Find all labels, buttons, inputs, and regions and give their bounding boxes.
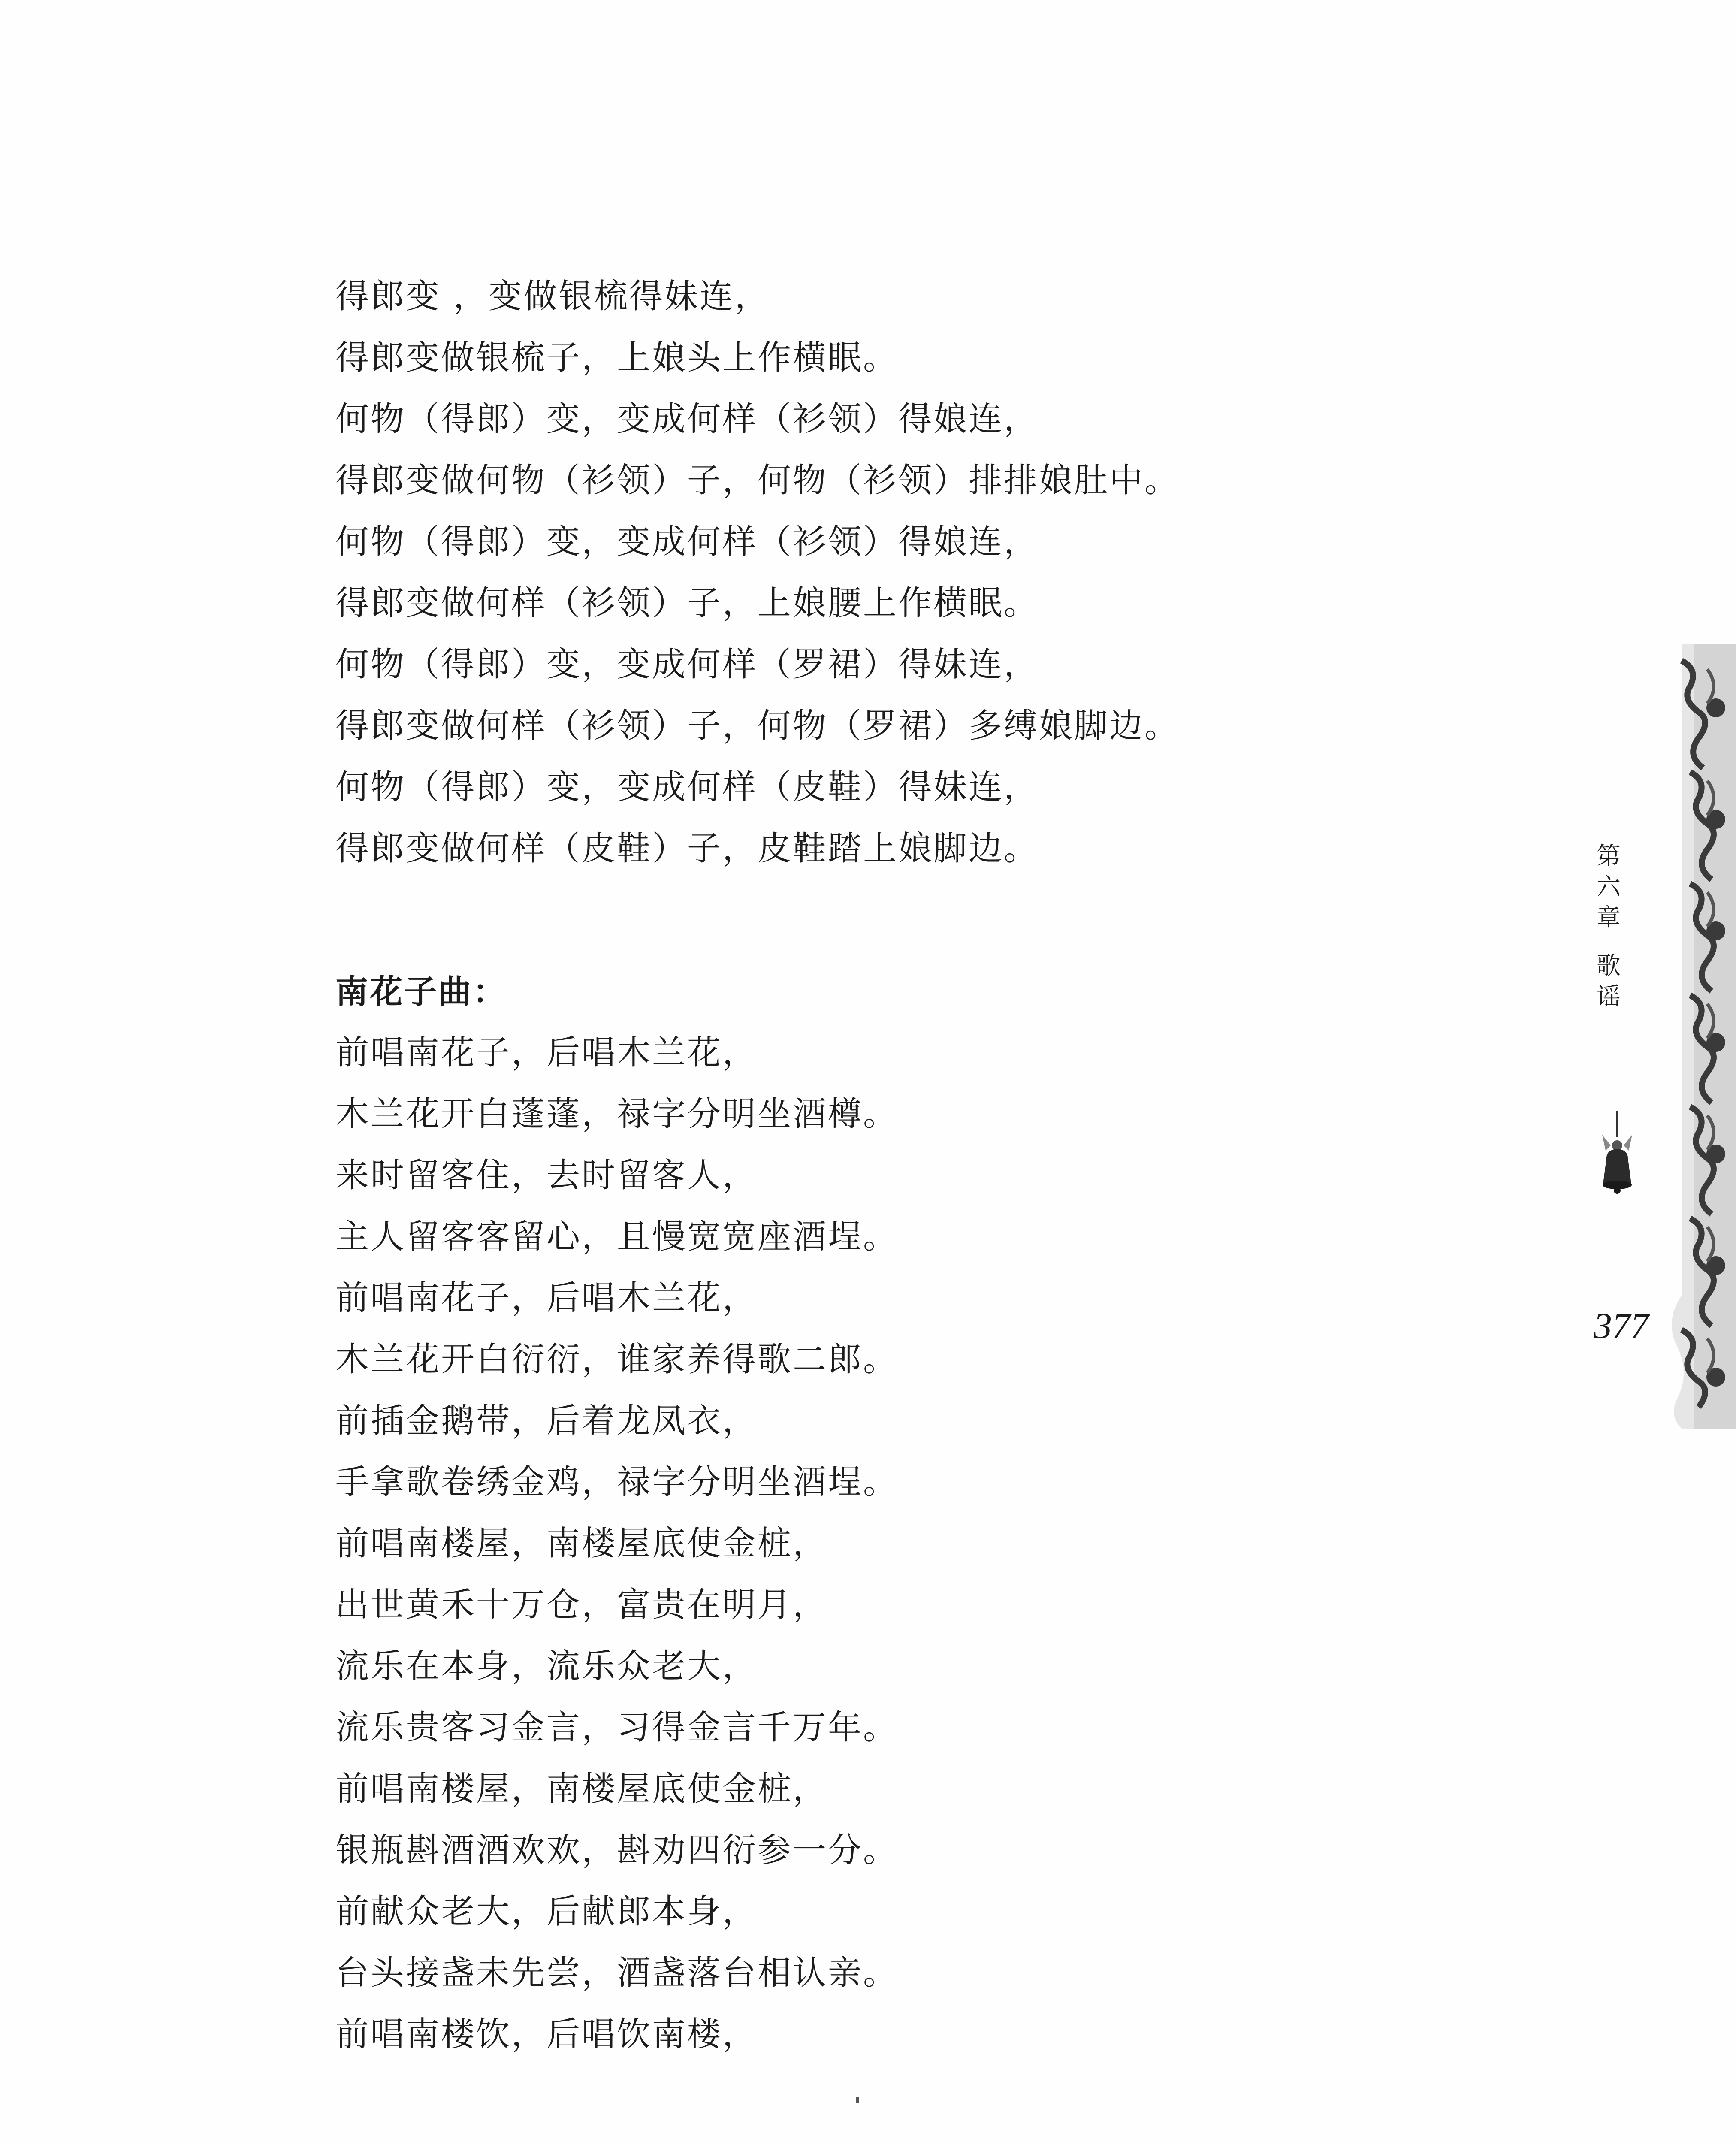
main-text: [335, 266, 1537, 2065]
song-section-2: [335, 961, 1537, 2065]
verse-line: 何物（得郎）变，变成何样（衫领）得娘连，: [335, 400, 1039, 438]
verse-line: 得郎变做何样（皮鞋）子，皮鞋踏上娘脚边。: [335, 829, 1039, 868]
verse-line: 前唱南花子，后唱木兰花，: [335, 1033, 758, 1072]
page-number: 377: [1594, 1305, 1649, 1346]
verse-line: 木兰花开白衍衍，谁家养得歌二郎。: [335, 1340, 899, 1379]
verse-line: 何物（得郎）变，变成何样（衫领）得娘连，: [335, 523, 1039, 561]
chapter-label: [1596, 841, 1621, 1012]
chapter-char: 章: [1597, 904, 1621, 932]
verse-line: 流乐在本身，流乐众老大，: [335, 1647, 758, 1686]
section-spacer: [335, 879, 1537, 961]
chapter-title-char: 谣: [1597, 983, 1621, 1011]
verse-line: 前唱南花子，后唱木兰花，: [335, 1279, 758, 1317]
verse-line: 何物（得郎）变，变成何样（皮鞋）得妹连，: [335, 768, 1039, 807]
chapter-char: 第: [1597, 842, 1621, 870]
chapter-title-char: 歌: [1597, 952, 1621, 980]
verse-line: 前唱南楼屋，南楼屋底使金桩，: [335, 1524, 828, 1563]
verse-line: 前插金鹅带，后着龙凤衣，: [335, 1402, 758, 1440]
paper-speck: [856, 2097, 859, 2103]
verse-line: 木兰花开白蓬蓬，禄字分明坐酒樽。: [335, 1095, 899, 1133]
verse-line: 台头接盏未先尝，酒盏落台相认亲。: [335, 1954, 899, 1992]
chapter-char: 六: [1597, 873, 1621, 901]
decorative-border: [1664, 644, 1736, 1429]
verse-line: 流乐贵客习金言，习得金言千万年。: [335, 1708, 899, 1747]
verse-line: 主人留客客留心，且慢宽宽座酒埕。: [335, 1218, 899, 1256]
verse-line: 前唱南楼饮，后唱饮南楼，: [335, 2015, 758, 2054]
bell-icon: [1594, 1111, 1641, 1197]
verse-line: 何物（得郎）变，变成何样（罗裙）得妹连，: [335, 645, 1039, 684]
verse-line: 手拿歌卷绣金鸡，禄字分明坐酒埕。: [335, 1463, 899, 1502]
verse-line: 出世黄禾十万仓，富贵在明月，: [335, 1586, 828, 1624]
verse-line: 得郎变做银梳子，上娘头上作横眠。: [335, 338, 899, 377]
section-heading: 南花子曲：: [335, 973, 507, 1011]
verse-line: 得郎变做何样（衫领）子，上娘腰上作横眠。: [335, 584, 1039, 622]
verse-line: 得郎变 ，变做银梳得妹连，: [335, 277, 770, 316]
song-section-1: [335, 266, 1537, 879]
verse-line: 前唱南楼屋，南楼屋底使金桩，: [335, 1770, 828, 1808]
verse-line: 银瓶斟酒酒欢欢，斟劝四衍参一分。: [335, 1831, 899, 1870]
verse-line: 得郎变做何样（衫领）子，何物（罗裙）多缚娘脚边。: [335, 707, 1180, 745]
verse-line: 得郎变做何物（衫领）子，何物（衫领）排排娘肚中。: [335, 461, 1180, 500]
verse-line: 前献众老大，后献郎本身，: [335, 1892, 758, 1931]
verse-line: 来时留客住，去时留客人，: [335, 1156, 758, 1195]
